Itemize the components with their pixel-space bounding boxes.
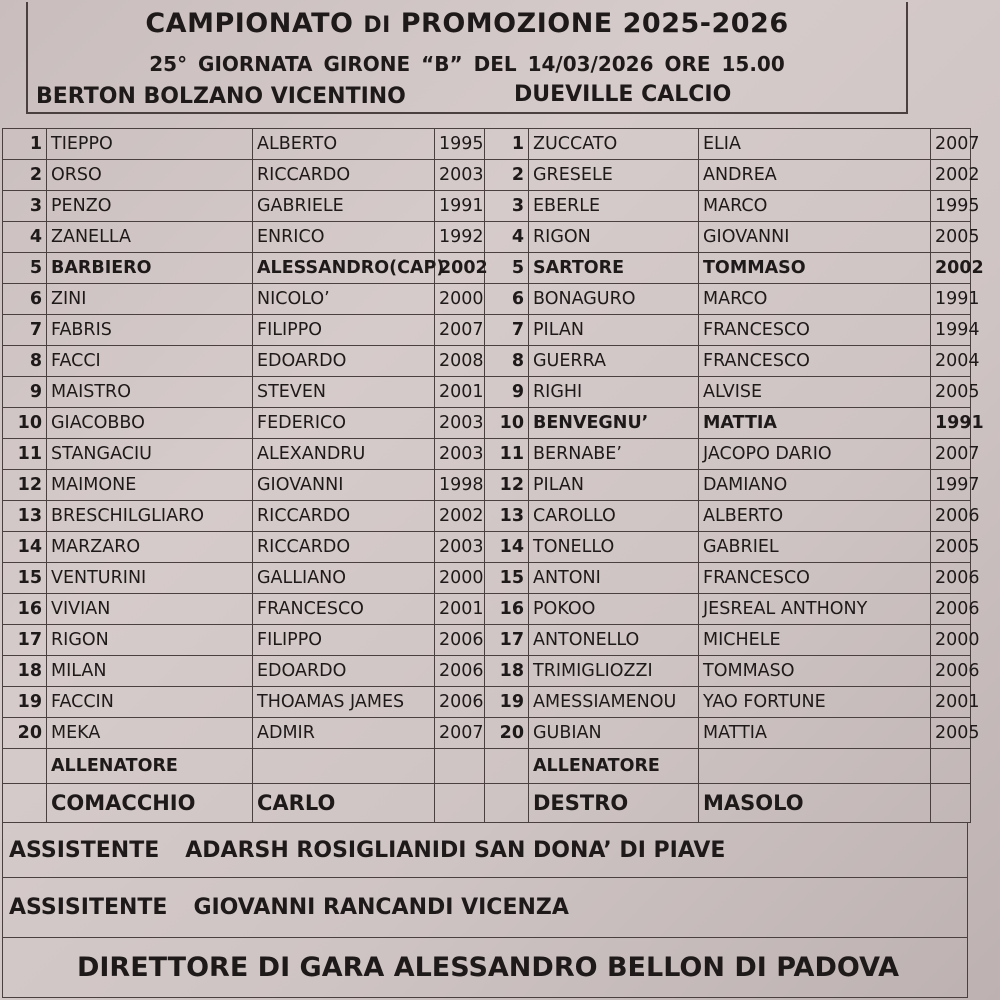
away-player-number: 5	[485, 253, 529, 284]
table-row	[3, 439, 971, 470]
away-player-surname: GUERRA	[529, 346, 699, 377]
away-player-firstname: ELIA	[699, 129, 931, 160]
away-player-birthyear: 2006	[931, 656, 971, 687]
home-player-surname: MARZARO	[47, 532, 253, 563]
away-player-firstname: ALVISE	[699, 377, 931, 408]
table-row	[3, 687, 971, 718]
home-player-surname: GIACOBBO	[47, 408, 253, 439]
away-player-birthyear: 2005	[931, 532, 971, 563]
home-player-firstname: EDOARDO	[253, 346, 435, 377]
away-player-number: 7	[485, 315, 529, 346]
away-player-number: 18	[485, 656, 529, 687]
home-player-firstname: ADMIR	[253, 718, 435, 749]
empty-cell	[435, 749, 485, 784]
away-player-birthyear: 2002	[931, 160, 971, 191]
home-player-surname: FACCIN	[47, 687, 253, 718]
away-player-surname: ANTONELLO	[529, 625, 699, 656]
away-player-number: 19	[485, 687, 529, 718]
home-player-firstname: RICCARDO	[253, 501, 435, 532]
away-player-firstname: MARCO	[699, 284, 931, 315]
home-player-firstname: ALEXANDRU	[253, 439, 435, 470]
empty-cell	[485, 749, 529, 784]
roster-table	[2, 128, 984, 823]
away-player-firstname: YAO FORTUNE	[699, 687, 931, 718]
home-player-birthyear: 2001	[435, 377, 485, 408]
away-player-surname: BERNABE’	[529, 439, 699, 470]
away-player-firstname: FRANCESCO	[699, 346, 931, 377]
table-row	[3, 129, 971, 160]
home-player-firstname: GABRIELE	[253, 191, 435, 222]
table-row	[3, 346, 971, 377]
sheet-header	[26, 2, 908, 114]
home-player-number: 1	[3, 129, 47, 160]
home-player-firstname: NICOLO’	[253, 284, 435, 315]
away-coach-name: MASOLO	[699, 784, 931, 823]
away-player-surname: TONELLO	[529, 532, 699, 563]
home-player-firstname: GALLIANO	[253, 563, 435, 594]
table-row	[3, 160, 971, 191]
away-player-firstname: MARCO	[699, 191, 931, 222]
title-di: DI	[363, 13, 391, 38]
home-player-surname: MAISTRO	[47, 377, 253, 408]
away-player-surname: RIGHI	[529, 377, 699, 408]
away-player-surname: ANTONI	[529, 563, 699, 594]
away-player-number: 8	[485, 346, 529, 377]
home-player-number: 7	[3, 315, 47, 346]
table-row	[3, 315, 971, 346]
table-row	[3, 191, 971, 222]
table-row	[3, 563, 971, 594]
away-player-number: 12	[485, 470, 529, 501]
away-player-birthyear: 2004	[931, 346, 971, 377]
table-row	[3, 656, 971, 687]
away-player-number: 6	[485, 284, 529, 315]
away-player-firstname: TOMMASO	[699, 253, 931, 284]
away-player-surname: BONAGURO	[529, 284, 699, 315]
empty-cell	[3, 749, 47, 784]
home-player-number: 13	[3, 501, 47, 532]
table-row	[3, 470, 971, 501]
away-player-firstname: ANDREA	[699, 160, 931, 191]
home-player-surname: PENZO	[47, 191, 253, 222]
home-player-number: 14	[3, 532, 47, 563]
home-player-surname: STANGACIU	[47, 439, 253, 470]
away-player-surname: GRESELE	[529, 160, 699, 191]
home-player-birthyear: 1991	[435, 191, 485, 222]
round-info: 25° GIORNATA GIRONE “B” DEL 14/03/2026 ORE 15.00	[149, 52, 785, 76]
away-player-surname: SARTORE	[529, 253, 699, 284]
empty-cell	[253, 749, 435, 784]
away-player-firstname: FRANCESCO	[699, 315, 931, 346]
home-coach-surname: COMACCHIO	[47, 784, 253, 823]
home-player-birthyear: 2006	[435, 687, 485, 718]
home-player-birthyear: 2000	[435, 284, 485, 315]
coach-label-row	[3, 749, 971, 784]
home-player-surname: BRESCHILGLIARO	[47, 501, 253, 532]
home-coach-label: ALLENATORE	[47, 749, 253, 784]
assistant-1-row	[2, 822, 968, 878]
home-player-number: 5	[3, 253, 47, 284]
away-player-surname: RIGON	[529, 222, 699, 253]
home-player-firstname: ALBERTO	[253, 129, 435, 160]
away-player-firstname: DAMIANO	[699, 470, 931, 501]
home-player-number: 8	[3, 346, 47, 377]
home-player-number: 19	[3, 687, 47, 718]
away-player-birthyear: 2001	[931, 687, 971, 718]
table-row	[3, 222, 971, 253]
away-player-birthyear: 2006	[931, 501, 971, 532]
home-coach-name: CARLO	[253, 784, 435, 823]
home-player-firstname: ENRICO	[253, 222, 435, 253]
home-player-surname: FABRIS	[47, 315, 253, 346]
home-player-surname: TIEPPO	[47, 129, 253, 160]
home-player-birthyear: 2000	[435, 563, 485, 594]
home-player-firstname: RICCARDO	[253, 532, 435, 563]
table-row	[3, 377, 971, 408]
home-player-birthyear: 2002	[435, 253, 485, 284]
away-player-birthyear: 1995	[931, 191, 971, 222]
officials-section	[2, 822, 968, 998]
home-player-firstname: THOAMAS JAMES	[253, 687, 435, 718]
table-row	[3, 501, 971, 532]
table-row	[3, 253, 971, 284]
assistant-1-label: ASSISTENTE	[9, 837, 160, 863]
away-player-surname: AMESSIAMENOU	[529, 687, 699, 718]
home-player-firstname: ALESSANDRO(CAP)	[253, 253, 435, 284]
home-player-surname: ORSO	[47, 160, 253, 191]
home-player-birthyear: 2007	[435, 718, 485, 749]
away-player-birthyear: 1994	[931, 315, 971, 346]
empty-cell	[485, 784, 529, 823]
home-player-birthyear: 1992	[435, 222, 485, 253]
away-player-birthyear: 2006	[931, 594, 971, 625]
home-player-number: 11	[3, 439, 47, 470]
home-player-number: 10	[3, 408, 47, 439]
table-row	[3, 718, 971, 749]
home-team-name: BERTON BOLZANO VICENTINO	[36, 84, 406, 109]
home-player-number: 20	[3, 718, 47, 749]
away-player-number: 14	[485, 532, 529, 563]
away-player-firstname: MATTIA	[699, 408, 931, 439]
away-player-number: 17	[485, 625, 529, 656]
away-player-surname: GUBIAN	[529, 718, 699, 749]
home-player-number: 3	[3, 191, 47, 222]
away-player-birthyear: 1991	[931, 408, 971, 439]
assistant-2-label: ASSISITENTE	[9, 895, 168, 920]
home-player-birthyear: 1995	[435, 129, 485, 160]
page-title	[28, 8, 906, 39]
home-player-number: 9	[3, 377, 47, 408]
empty-cell	[699, 749, 931, 784]
away-player-firstname: TOMMASO	[699, 656, 931, 687]
home-player-birthyear: 2003	[435, 532, 485, 563]
away-player-firstname: ALBERTO	[699, 501, 931, 532]
home-player-surname: BARBIERO	[47, 253, 253, 284]
home-player-firstname: FEDERICO	[253, 408, 435, 439]
away-player-number: 16	[485, 594, 529, 625]
away-player-birthyear: 1997	[931, 470, 971, 501]
home-player-birthyear: 2003	[435, 439, 485, 470]
coach-name-row	[3, 784, 971, 823]
empty-cell	[931, 749, 971, 784]
away-player-birthyear: 2002	[931, 253, 971, 284]
away-player-birthyear: 2005	[931, 718, 971, 749]
empty-cell	[931, 784, 971, 823]
table-row	[3, 532, 971, 563]
home-player-number: 2	[3, 160, 47, 191]
home-player-number: 17	[3, 625, 47, 656]
away-player-surname: POKOO	[529, 594, 699, 625]
referee-row	[2, 938, 968, 998]
home-player-surname: ZANELLA	[47, 222, 253, 253]
home-player-birthyear: 2002	[435, 501, 485, 532]
home-player-birthyear: 2001	[435, 594, 485, 625]
away-player-surname: PILAN	[529, 470, 699, 501]
away-player-firstname: JACOPO DARIO	[699, 439, 931, 470]
home-player-birthyear: 2006	[435, 625, 485, 656]
away-player-number: 11	[485, 439, 529, 470]
referee-name: DIRETTORE DI GARA ALESSANDRO BELLON DI PADOVA	[76, 952, 900, 983]
home-player-surname: RIGON	[47, 625, 253, 656]
away-player-birthyear: 2000	[931, 625, 971, 656]
table-row	[3, 408, 971, 439]
home-player-firstname: RICCARDO	[253, 160, 435, 191]
away-player-birthyear: 2007	[931, 439, 971, 470]
title-league: PROMOZIONE 2025-2026	[400, 8, 789, 39]
away-player-birthyear: 2006	[931, 563, 971, 594]
away-player-number: 15	[485, 563, 529, 594]
empty-cell	[435, 784, 485, 823]
away-player-firstname: FRANCESCO	[699, 563, 931, 594]
away-coach-label: ALLENATORE	[529, 749, 699, 784]
table-row	[3, 284, 971, 315]
home-player-birthyear: 2003	[435, 160, 485, 191]
away-player-firstname: JESREAL ANTHONY	[699, 594, 931, 625]
home-player-surname: MAIMONE	[47, 470, 253, 501]
away-player-number: 2	[485, 160, 529, 191]
roster-body	[3, 129, 984, 749]
home-player-number: 12	[3, 470, 47, 501]
away-player-surname: EBERLE	[529, 191, 699, 222]
away-team-name: DUEVILLE CALCIO	[514, 82, 732, 107]
home-player-firstname: GIOVANNI	[253, 470, 435, 501]
home-player-surname: ZINI	[47, 284, 253, 315]
away-player-firstname: MATTIA	[699, 718, 931, 749]
away-player-firstname: MICHELE	[699, 625, 931, 656]
table-row	[3, 594, 971, 625]
coaches-section	[3, 749, 971, 823]
away-player-number: 3	[485, 191, 529, 222]
assistant-2-name: GIOVANNI RANCANDI VICENZA	[193, 895, 569, 920]
home-player-surname: MILAN	[47, 656, 253, 687]
home-player-firstname: FILIPPO	[253, 315, 435, 346]
home-player-surname: VENTURINI	[47, 563, 253, 594]
home-player-firstname: FRANCESCO	[253, 594, 435, 625]
away-player-birthyear: 1991	[931, 284, 971, 315]
home-player-birthyear: 2006	[435, 656, 485, 687]
home-player-number: 16	[3, 594, 47, 625]
away-player-surname: ZUCCATO	[529, 129, 699, 160]
away-player-surname: CAROLLO	[529, 501, 699, 532]
away-player-surname: TRIMIGLIOZZI	[529, 656, 699, 687]
home-player-surname: VIVIAN	[47, 594, 253, 625]
table-row	[3, 625, 971, 656]
assistant-1-name: ADARSH ROSIGLIANIDI SAN DONA’ DI PIAVE	[185, 837, 726, 863]
away-player-firstname: GIOVANNI	[699, 222, 931, 253]
home-player-number: 18	[3, 656, 47, 687]
home-player-number: 4	[3, 222, 47, 253]
away-player-surname: BENVEGNU’	[529, 408, 699, 439]
home-player-firstname: EDOARDO	[253, 656, 435, 687]
away-player-number: 9	[485, 377, 529, 408]
home-player-number: 6	[3, 284, 47, 315]
away-player-number: 4	[485, 222, 529, 253]
assistant-2-row	[2, 878, 968, 938]
home-player-surname: MEKA	[47, 718, 253, 749]
away-player-number: 10	[485, 408, 529, 439]
away-player-birthyear: 2007	[931, 129, 971, 160]
home-player-surname: FACCI	[47, 346, 253, 377]
away-player-number: 20	[485, 718, 529, 749]
home-player-birthyear: 2008	[435, 346, 485, 377]
away-player-number: 1	[485, 129, 529, 160]
home-player-birthyear: 2003	[435, 408, 485, 439]
home-player-firstname: FILIPPO	[253, 625, 435, 656]
away-player-surname: PILAN	[529, 315, 699, 346]
home-player-firstname: STEVEN	[253, 377, 435, 408]
home-player-number: 15	[3, 563, 47, 594]
home-player-birthyear: 2007	[435, 315, 485, 346]
away-player-number: 13	[485, 501, 529, 532]
home-player-birthyear: 1998	[435, 470, 485, 501]
away-player-birthyear: 2005	[931, 222, 971, 253]
empty-cell	[3, 784, 47, 823]
away-coach-surname: DESTRO	[529, 784, 699, 823]
title-championship: CAMPIONATO	[145, 8, 354, 39]
away-player-birthyear: 2005	[931, 377, 971, 408]
away-player-firstname: GABRIEL	[699, 532, 931, 563]
